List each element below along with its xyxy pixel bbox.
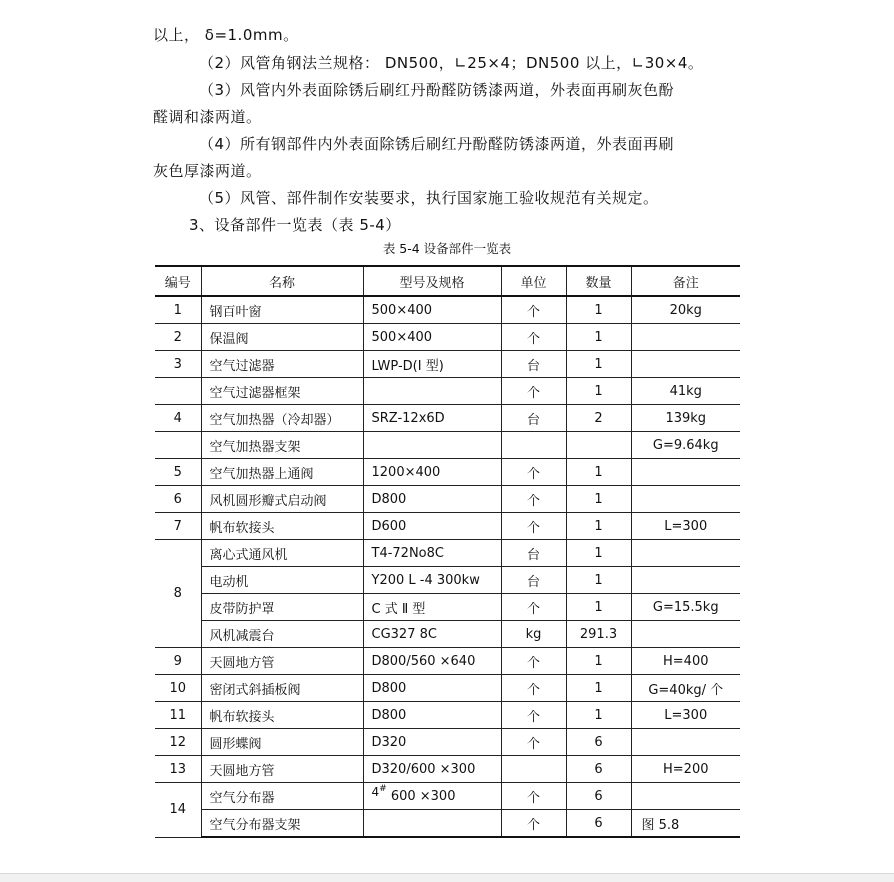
table-row: [155, 324, 740, 351]
cell-unit: 个: [501, 729, 566, 756]
header-unit: 单位: [501, 266, 566, 296]
cell-model: [363, 432, 501, 459]
table-row: [155, 486, 740, 513]
table-row: [155, 621, 740, 648]
cell-name: 空气分布器: [201, 783, 363, 810]
cell-model: D800: [363, 702, 501, 729]
cell-remark: [631, 486, 740, 513]
cell-remark: 41kg: [631, 378, 740, 405]
table-row: [155, 783, 740, 810]
cell-model: D800: [363, 486, 501, 513]
table-row: [155, 540, 740, 567]
cell-quantity: 6: [566, 729, 631, 756]
table-row: [155, 351, 740, 378]
table-row: [155, 459, 740, 486]
cell-name: 天圆地方管: [201, 648, 363, 675]
cell-name: 离心式通风机: [201, 540, 363, 567]
cell-quantity: 1: [566, 513, 631, 540]
cell-name: 帆布软接头: [201, 702, 363, 729]
cell-quantity: 1: [566, 486, 631, 513]
cell-quantity: 1: [566, 567, 631, 594]
cell-remark: L=300: [631, 513, 740, 540]
text-line-4: 醛调和漆两道。: [153, 108, 262, 126]
cell-unit: 个: [501, 486, 566, 513]
cell-unit: kg: [501, 621, 566, 648]
cell-model: C 式 Ⅱ 型: [363, 594, 501, 621]
cell-name: 保温阀: [201, 324, 363, 351]
table-header-row: [155, 266, 740, 296]
cell-remark: H=200: [631, 756, 740, 783]
cell-number: 6: [155, 486, 201, 513]
table-row: [155, 810, 740, 838]
header-model: 型号及规格: [363, 266, 501, 296]
cell-quantity: 1: [566, 324, 631, 351]
header-number: 编号: [155, 266, 201, 296]
cell-unit: 个: [501, 296, 566, 324]
cell-unit: 台: [501, 567, 566, 594]
cell-remark: [631, 324, 740, 351]
table-row: [155, 648, 740, 675]
cell-model: 500×400: [363, 296, 501, 324]
cell-quantity: 1: [566, 675, 631, 702]
cell-remark: 图 5.8: [631, 810, 740, 838]
cell-model: D320: [363, 729, 501, 756]
cell-number: 3: [155, 351, 201, 378]
cell-quantity: 1: [566, 378, 631, 405]
table-row: [155, 702, 740, 729]
cell-remark: [631, 729, 740, 756]
cell-number: 4: [155, 405, 201, 432]
cell-unit: 个: [501, 783, 566, 810]
cell-quantity: [566, 432, 631, 459]
text-line-2: （2）风管角钢法兰规格： DN500，∟25×4；DN500 以上，∟30×4。: [199, 54, 704, 72]
cell-model: SRZ-12x6D: [363, 405, 501, 432]
cell-name: 天圆地方管: [201, 756, 363, 783]
table-caption: 表 5-4 设备部件一览表: [382, 241, 512, 256]
cell-model: [363, 783, 501, 810]
cell-remark: H=400: [631, 648, 740, 675]
cell-model: 500×400: [363, 324, 501, 351]
cell-quantity: 1: [566, 594, 631, 621]
table-row: [155, 756, 740, 783]
cell-remark: [631, 540, 740, 567]
cell-quantity: 6: [566, 756, 631, 783]
cell-model: D800/560 ×640: [363, 648, 501, 675]
cell-model: LWP-D(Ⅰ 型): [363, 351, 501, 378]
text-line-6: 灰色厚漆两道。: [153, 162, 262, 180]
cell-unit: 个: [501, 648, 566, 675]
cell-remark: [631, 351, 740, 378]
section-heading: 3、设备部件一览表（表 5-4）: [189, 216, 401, 234]
cell-quantity: 6: [566, 810, 631, 838]
text-line-5: （4）所有钢部件内外表面除锈后刷红丹酚醛防锈漆两道，外表面再刷: [199, 135, 675, 153]
cell-quantity: 1: [566, 648, 631, 675]
cell-remark: 20kg: [631, 296, 740, 324]
cell-unit: [501, 432, 566, 459]
text-line-3: （3）风管内外表面除锈后刷红丹酚醛防锈漆两道，外表面再刷灰色酚: [199, 81, 675, 99]
cell-unit: 个: [501, 675, 566, 702]
cell-quantity: 291.3: [566, 621, 631, 648]
cell-model: T4-72No8C: [363, 540, 501, 567]
text-line-7: （5）风管、部件制作安装要求，执行国家施工验收规范有关规定。: [199, 189, 659, 207]
cell-remark: [631, 621, 740, 648]
cell-number: 11: [155, 702, 201, 729]
table-row: [155, 513, 740, 540]
cell-number: 8: [155, 540, 201, 648]
cell-number: 12: [155, 729, 201, 756]
header-remark: 备注: [631, 266, 740, 296]
cell-model: Y200 L -4 300kw: [363, 567, 501, 594]
text-line-1: 以上， δ=1.0mm。: [153, 26, 299, 44]
cell-unit: 个: [501, 810, 566, 838]
equipment-table: [155, 265, 740, 838]
table-row: [155, 296, 740, 324]
cell-number: 1: [155, 296, 201, 324]
table-row: [155, 675, 740, 702]
table-row: [155, 594, 740, 621]
cell-remark: [631, 783, 740, 810]
cell-unit: 台: [501, 540, 566, 567]
cell-name: 空气过滤器框架: [201, 378, 363, 405]
cell-unit: 个: [501, 459, 566, 486]
cell-name: 空气分布器支架: [201, 810, 363, 838]
cell-name: 风机圆形瓣式启动阀: [201, 486, 363, 513]
cell-quantity: 1: [566, 296, 631, 324]
cell-quantity: 2: [566, 405, 631, 432]
cell-unit: 台: [501, 405, 566, 432]
cell-name: 电动机: [201, 567, 363, 594]
cell-unit: 台: [501, 351, 566, 378]
cell-number: 2: [155, 324, 201, 351]
cell-name: 空气加热器上通阀: [201, 459, 363, 486]
cell-remark: 139kg: [631, 405, 740, 432]
model-value: 600 ×300: [390, 789, 456, 804]
cell-name: 皮带防护罩: [201, 594, 363, 621]
cell-name: 密闭式斜插板阀: [201, 675, 363, 702]
cell-model: CG327 8C: [363, 621, 501, 648]
cell-unit: 个: [501, 702, 566, 729]
cell-unit: 个: [501, 378, 566, 405]
cell-unit: 个: [501, 513, 566, 540]
cell-model: [363, 810, 501, 838]
cell-unit: 个: [501, 324, 566, 351]
table-row: [155, 729, 740, 756]
cell-quantity: 1: [566, 702, 631, 729]
cell-quantity: 1: [566, 459, 631, 486]
cell-remark: G=40kg/ 个: [631, 675, 740, 702]
cell-model: [363, 378, 501, 405]
cell-quantity: 1: [566, 540, 631, 567]
cell-number: 10: [155, 675, 201, 702]
cell-number: 14: [155, 783, 201, 838]
cell-name: 空气加热器支架: [201, 432, 363, 459]
model-prefix: 4#: [371, 784, 387, 799]
cell-number: 5: [155, 459, 201, 486]
cell-unit: [501, 756, 566, 783]
cell-remark: L=300: [631, 702, 740, 729]
cell-remark: [631, 459, 740, 486]
cell-remark: G=15.5kg: [631, 594, 740, 621]
cell-name: 空气过滤器: [201, 351, 363, 378]
header-name: 名称: [201, 266, 363, 296]
cell-remark: G=9.64kg: [631, 432, 740, 459]
cell-quantity: 1: [566, 351, 631, 378]
cell-model: D800: [363, 675, 501, 702]
header-quantity: 数量: [566, 266, 631, 296]
cell-number: [155, 432, 201, 459]
cell-name: 钢百叶窗: [201, 296, 363, 324]
table-row: [155, 432, 740, 459]
cell-number: 7: [155, 513, 201, 540]
cell-number: 9: [155, 648, 201, 675]
cell-name: 空气加热器（冷却器）: [201, 405, 363, 432]
cell-model: D600: [363, 513, 501, 540]
cell-number: 13: [155, 756, 201, 783]
table-row: [155, 378, 740, 405]
cell-quantity: 6: [566, 783, 631, 810]
table-row: [155, 405, 740, 432]
cell-model: D320/600 ×300: [363, 756, 501, 783]
cell-name: 圆形蝶阀: [201, 729, 363, 756]
cell-name: 风机减震台: [201, 621, 363, 648]
cell-name: 帆布软接头: [201, 513, 363, 540]
cell-model: 1200×400: [363, 459, 501, 486]
cell-unit: 个: [501, 594, 566, 621]
table-row: [155, 567, 740, 594]
cell-number: [155, 378, 201, 405]
cell-remark: [631, 567, 740, 594]
